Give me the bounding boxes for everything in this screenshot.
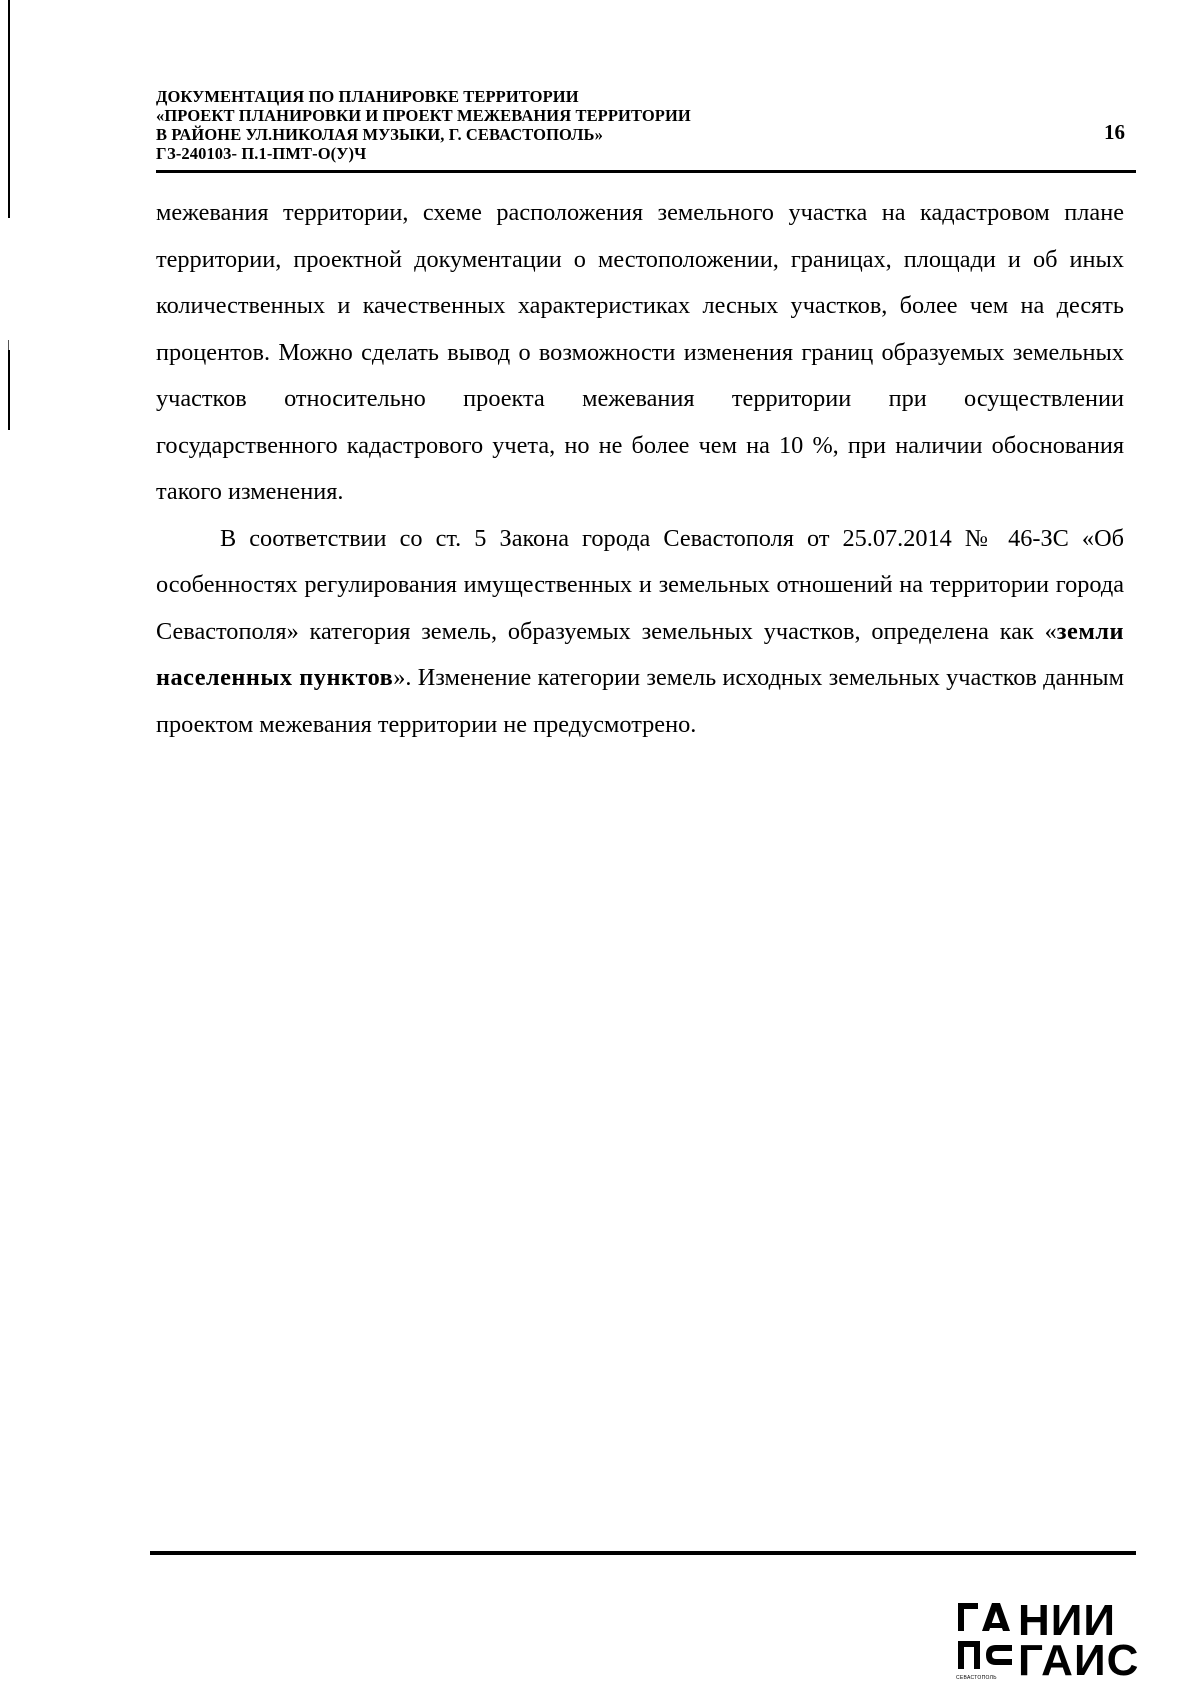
logo-line-1: НИИ bbox=[1018, 1596, 1117, 1645]
document-header bbox=[156, 87, 1136, 163]
paragraph-2 bbox=[156, 516, 1124, 749]
header-divider bbox=[156, 170, 1136, 173]
header-document-code: ГЗ-240103- П.1-ПМТ-О(У)Ч bbox=[156, 144, 367, 163]
paragraph-2-text-after: ». Изменение категории земель исходных земельных участков данным проектом межевания территории не предусмотрено. bbox=[156, 664, 1124, 738]
scan-artifact-line bbox=[8, 0, 10, 218]
paragraph-2-text-before: В соответствии со ст. 5 Закона города Севастополя от 25.07.2014 № 46-ЗС «Об особенностях регулирования имущественных и земельных отношений на территории города Севастополя» категория земель, образуемых земельных участков, определена как « bbox=[156, 524, 1124, 645]
header-line-2: «ПРОЕКТ ПЛАНИРОВКИ И ПРОЕКТ МЕЖЕВАНИЯ ТЕРРИТОРИИ bbox=[156, 106, 691, 125]
page-number: 16 bbox=[1104, 120, 1125, 144]
logo-line-2: ГАИС bbox=[1018, 1636, 1140, 1685]
document-body bbox=[156, 190, 1124, 748]
header-line-3: В РАЙОНЕ УЛ.НИКОЛАЯ МУЗЫКИ, Г. СЕВАСТОПОЛЬ» bbox=[156, 125, 603, 144]
header-title-block bbox=[156, 87, 1136, 163]
niigais-logo-icon bbox=[956, 1601, 1016, 1683]
paragraph-1: межевания территории, схеме расположения земельного участка на кадастровом плане территории, проектной документации о местоположении, границах, площади и об иных количественных и качественных характеристиках лесных участков, более чем на десять процентов. Можно сделать вывод о возможности изменения границ образуемых земельных участков относительно проекта межевания территории при осуществлении государственного кадастрового учета, но не более чем на 10 %, при наличии обоснования такого изменения. bbox=[156, 199, 1124, 505]
niigais-logo bbox=[956, 1596, 1140, 1685]
paragraph-2-bold-term: земли населенных пунктов bbox=[156, 617, 1124, 691]
header-line-1: ДОКУМЕНТАЦИЯ ПО ПЛАНИРОВКЕ ТЕРРИТОРИИ bbox=[156, 87, 579, 106]
scan-artifact-line bbox=[8, 350, 10, 430]
logo-text bbox=[1018, 1596, 1140, 1685]
logo-subtitle: СЕВАСТОПОЛЬ bbox=[956, 1675, 997, 1681]
footer-divider bbox=[150, 1551, 1136, 1555]
